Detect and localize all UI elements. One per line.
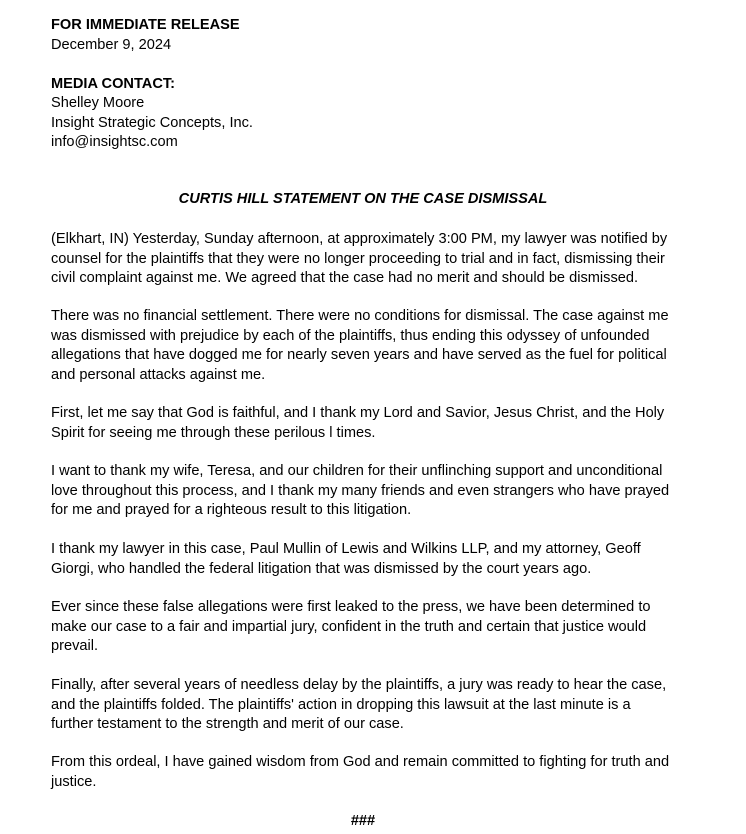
statement-title: CURTIS HILL STATEMENT ON THE CASE DISMISSAL: [178, 191, 548, 207]
paragraph-line: for me and prayed for a righteous result to this litigation.: [51, 502, 412, 519]
paragraph-line: allegations that have dogged me for nearly seven years and have served as the fuel for political: [51, 347, 667, 364]
paragraph-line: justice.: [51, 773, 97, 790]
paragraph-line: prevail.: [51, 638, 99, 655]
paragraph-line: was dismissed with prejudice by each of the plaintiffs, thus ending this odyssey of unfounded: [51, 327, 650, 344]
paragraph-line: I want to thank my wife, Teresa, and our children for their unflinching support and unconditional: [51, 463, 663, 479]
paragraph-line: There was no financial settlement. There were no conditions for dismissal. The case against me: [51, 308, 669, 324]
paragraph-line: First, let me say that God is faithful, and I thank my Lord and Savior, Jesus Christ, and the Holy: [51, 405, 665, 421]
paragraph-line: love throughout this process, and I thank my many friends and even strangers who have prayed: [51, 482, 670, 499]
paragraph-4: [51, 462, 691, 521]
media-contact-email: info@insightsc.com: [51, 134, 178, 150]
paragraph-line: and the plaintiffs folded. The plaintiffs' action in dropping this lawsuit at the last minute is a: [51, 696, 631, 713]
paragraph-line: Spirit for seeing me through these perilous l times.: [51, 424, 376, 441]
media-contact-name: Shelley Moore: [51, 95, 145, 111]
paragraph-3: [51, 404, 691, 443]
paragraph-line: civil complaint against me. We agreed that the case had no merit and should be dismissed.: [51, 270, 639, 287]
end-of-release-mark: ###: [350, 813, 376, 829]
paragraph-2: [51, 307, 691, 385]
paragraph-line: (Elkhart, IN) Yesterday, Sunday afternoon, at approximately 3:00 PM, my lawyer was notified by: [51, 231, 668, 247]
paragraph-line: Giorgi, who handled the federal litigation that was dismissed by the court years ago.: [51, 560, 592, 577]
paragraph-line: I thank my lawyer in this case, Paul Mullin of Lewis and Wilkins LLP, and my attorney, Geoff: [51, 541, 641, 557]
paragraph-5: [51, 540, 691, 579]
paragraph-line: Ever since these false allegations were first leaked to the press, we have been determined to: [51, 599, 651, 615]
release-label: FOR IMMEDIATE RELEASE: [51, 17, 240, 33]
paragraph-line: Finally, after several years of needless delay by the plaintiffs, a jury was ready to hear the case,: [51, 677, 667, 693]
paragraph-line: make our case to a fair and impartial jury, confident in the truth and certain that justice would: [51, 618, 647, 635]
paragraph-line: further testament to the strength and merit of our case.: [51, 716, 404, 733]
release-date: December 9, 2024: [51, 36, 172, 53]
paragraph-line: counsel for the plaintiffs that they were no longer proceeding to trial and in fact, dismissing their: [51, 250, 665, 267]
paragraph-1: [51, 230, 691, 289]
paragraph-8: [51, 753, 691, 792]
media-contact-label: MEDIA CONTACT:: [51, 75, 176, 92]
paragraph-line: and personal attacks against me.: [51, 366, 266, 383]
media-contact-company: Insight Strategic Concepts, Inc.: [51, 114, 253, 131]
paragraph-7: [51, 676, 691, 735]
paragraph-6: [51, 598, 691, 657]
paragraph-line: From this ordeal, I have gained wisdom from God and remain committed to fighting for truth and: [51, 754, 670, 770]
